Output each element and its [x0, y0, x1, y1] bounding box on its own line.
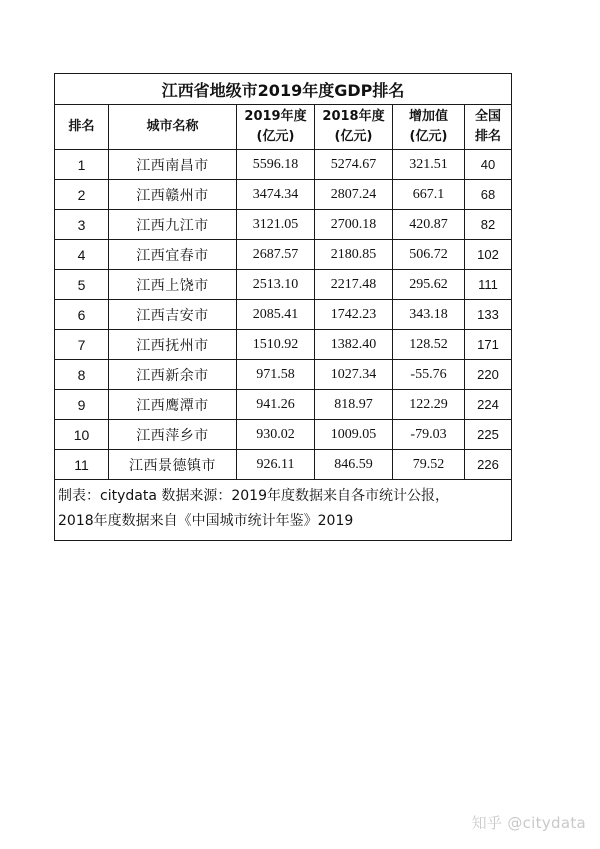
- cell-gdp-2019: 1510.92: [237, 330, 315, 360]
- cell-rank: 3: [55, 210, 109, 240]
- cell-rank: 1: [55, 150, 109, 180]
- cell-gdp-2019: 971.58: [237, 360, 315, 390]
- table-row: [55, 150, 512, 180]
- cell-rank: 6: [55, 300, 109, 330]
- cell-increase: 128.52: [393, 330, 465, 360]
- header-increase: 增加值 (亿元): [393, 105, 465, 150]
- cell-city: 江西萍乡市: [109, 420, 237, 450]
- table-row: [55, 210, 512, 240]
- cell-national-rank: 40: [465, 150, 512, 180]
- cell-increase: 321.51: [393, 150, 465, 180]
- cell-gdp-2019: 2513.10: [237, 270, 315, 300]
- cell-gdp-2018: 2180.85: [315, 240, 393, 270]
- cell-city: 江西吉安市: [109, 300, 237, 330]
- cell-increase: 295.62: [393, 270, 465, 300]
- cell-national-rank: 111: [465, 270, 512, 300]
- cell-national-rank: 224: [465, 390, 512, 420]
- cell-national-rank: 226: [465, 450, 512, 480]
- cell-gdp-2019: 926.11: [237, 450, 315, 480]
- table-note: 制表：citydata 数据来源：2019年度数据来自各市统计公报， 2018年度数据来自《中国城市统计年鉴》2019: [55, 480, 512, 541]
- cell-increase: 420.87: [393, 210, 465, 240]
- header-city: 城市名称: [109, 105, 237, 150]
- cell-gdp-2019: 930.02: [237, 420, 315, 450]
- cell-city: 江西鹰潭市: [109, 390, 237, 420]
- cell-rank: 8: [55, 360, 109, 390]
- table-row: [55, 180, 512, 210]
- cell-gdp-2019: 941.26: [237, 390, 315, 420]
- cell-increase: 343.18: [393, 300, 465, 330]
- cell-increase: -55.76: [393, 360, 465, 390]
- cell-gdp-2018: 1027.34: [315, 360, 393, 390]
- cell-gdp-2018: 5274.67: [315, 150, 393, 180]
- table-row: [55, 240, 512, 270]
- cell-gdp-2018: 1009.05: [315, 420, 393, 450]
- cell-city: 江西宜春市: [109, 240, 237, 270]
- cell-city: 江西上饶市: [109, 270, 237, 300]
- cell-national-rank: 171: [465, 330, 512, 360]
- header-row: [55, 105, 512, 150]
- cell-gdp-2018: 818.97: [315, 390, 393, 420]
- cell-gdp-2018: 846.59: [315, 450, 393, 480]
- table-row: [55, 360, 512, 390]
- cell-city: 江西九江市: [109, 210, 237, 240]
- table-row: [55, 390, 512, 420]
- cell-gdp-2019: 3121.05: [237, 210, 315, 240]
- cell-national-rank: 68: [465, 180, 512, 210]
- cell-city: 江西南昌市: [109, 150, 237, 180]
- table-row: [55, 270, 512, 300]
- cell-rank: 7: [55, 330, 109, 360]
- header-rank: 排名: [55, 105, 109, 150]
- cell-rank: 11: [55, 450, 109, 480]
- cell-gdp-2019: 3474.34: [237, 180, 315, 210]
- cell-increase: 667.1: [393, 180, 465, 210]
- cell-national-rank: 220: [465, 360, 512, 390]
- cell-city: 江西抚州市: [109, 330, 237, 360]
- cell-rank: 2: [55, 180, 109, 210]
- header-gdp-2019: 2019年度 (亿元): [237, 105, 315, 150]
- header-national-rank: 全国 排名: [465, 105, 512, 150]
- cell-city: 江西赣州市: [109, 180, 237, 210]
- cell-rank: 9: [55, 390, 109, 420]
- cell-gdp-2018: 2700.18: [315, 210, 393, 240]
- watermark: 知乎 @citydata: [471, 814, 586, 832]
- table-row: [55, 330, 512, 360]
- cell-national-rank: 225: [465, 420, 512, 450]
- cell-city: 江西景德镇市: [109, 450, 237, 480]
- gdp-ranking-sheet: [54, 73, 511, 541]
- cell-increase: 79.52: [393, 450, 465, 480]
- cell-increase: -79.03: [393, 420, 465, 450]
- table-row: [55, 420, 512, 450]
- header-gdp-2018: 2018年度 (亿元): [315, 105, 393, 150]
- table-body: [55, 150, 512, 480]
- cell-gdp-2019: 2085.41: [237, 300, 315, 330]
- cell-rank: 5: [55, 270, 109, 300]
- cell-gdp-2018: 1382.40: [315, 330, 393, 360]
- cell-rank: 4: [55, 240, 109, 270]
- cell-national-rank: 133: [465, 300, 512, 330]
- cell-gdp-2019: 2687.57: [237, 240, 315, 270]
- table-row: [55, 450, 512, 480]
- cell-rank: 10: [55, 420, 109, 450]
- cell-city: 江西新余市: [109, 360, 237, 390]
- cell-gdp-2018: 2807.24: [315, 180, 393, 210]
- cell-gdp-2018: 1742.23: [315, 300, 393, 330]
- cell-national-rank: 102: [465, 240, 512, 270]
- table-title: 江西省地级市2019年度GDP排名: [55, 74, 512, 105]
- title-row: [55, 74, 512, 105]
- cell-increase: 122.29: [393, 390, 465, 420]
- cell-gdp-2019: 5596.18: [237, 150, 315, 180]
- table-row: [55, 300, 512, 330]
- cell-gdp-2018: 2217.48: [315, 270, 393, 300]
- gdp-ranking-table: [54, 73, 512, 541]
- note-row: [55, 480, 512, 541]
- cell-national-rank: 82: [465, 210, 512, 240]
- cell-increase: 506.72: [393, 240, 465, 270]
